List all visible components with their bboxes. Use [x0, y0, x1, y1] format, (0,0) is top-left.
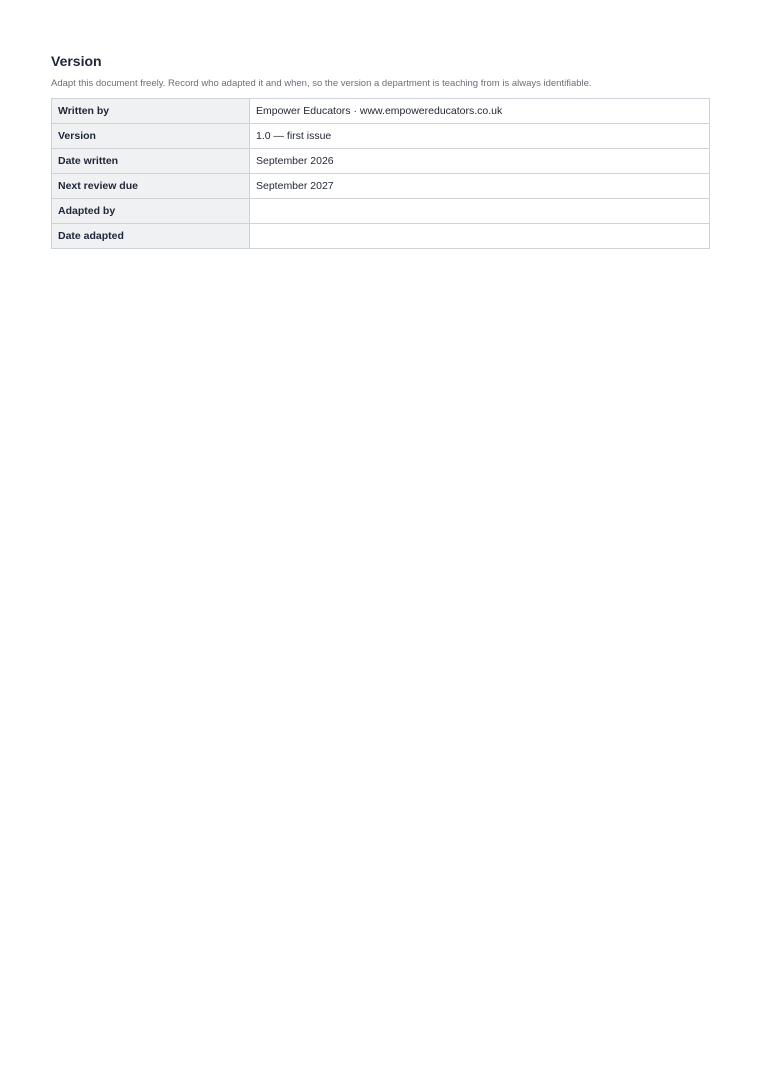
row-label-adapted-by: Adapted by — [52, 199, 250, 224]
table-row-version — [52, 124, 710, 149]
row-value-written-by: Empower Educators · www.empowereducators.co.uk — [250, 99, 710, 124]
row-label-date-written: Date written — [52, 149, 250, 174]
row-value-version: 1.0 — first issue — [250, 124, 710, 149]
table-row-adapted-by — [52, 199, 710, 224]
row-value-next-review-due: September 2027 — [250, 174, 710, 199]
table-row-next-review-due — [52, 174, 710, 199]
table-row-date-adapted — [52, 224, 710, 249]
row-label-version: Version — [52, 124, 250, 149]
row-value-date-adapted[interactable] — [250, 224, 710, 249]
table-row-written-by — [52, 99, 710, 124]
row-label-written-by: Written by — [52, 99, 250, 124]
section-intro: Adapt this document freely. Record who adapted it and when, so the version a department is teaching from is always identifiable. — [51, 78, 592, 89]
row-value-adapted-by[interactable] — [250, 199, 710, 224]
row-label-date-adapted: Date adapted — [52, 224, 250, 249]
row-value-date-written: September 2026 — [250, 149, 710, 174]
section-title: Version — [51, 53, 102, 69]
table-row-date-written — [52, 149, 710, 174]
version-table — [51, 98, 710, 249]
row-label-next-review-due: Next review due — [52, 174, 250, 199]
